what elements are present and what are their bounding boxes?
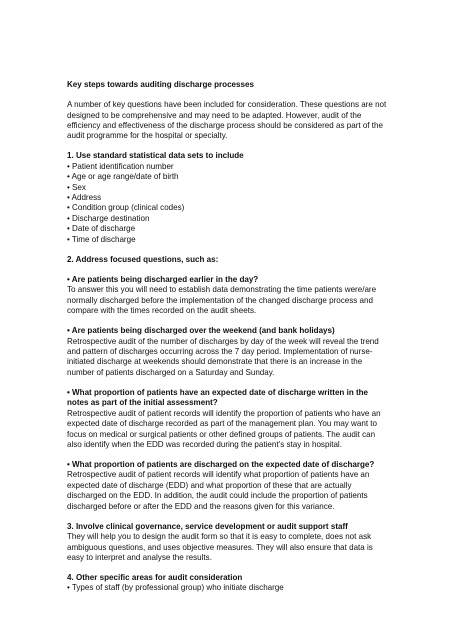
question-block (67, 275, 387, 317)
list-item: • Time of discharge (67, 234, 136, 244)
section-1-list (67, 162, 387, 245)
section-3-heading: 3. Involve clinical governance, service development or audit support staff (67, 521, 348, 531)
list-item: • Types of staff (by professional group) who initiate discharge (67, 583, 284, 593)
list-item: • Address (67, 193, 102, 203)
question-text: • What proportion of patients are discharged on the expected date of discharge? (67, 460, 375, 469)
section-3-body: They will help you to design the audit form so that it is easy to complete, does not ask ambiguous questions, and uses objective measures. They will also ensure that data is easy to interpret and analyse the results. (67, 532, 373, 562)
list-item: • Age or age range/date of birth (67, 172, 179, 182)
answer-text: Retrospective audit of patient records will identify what proportion of patients have an expected date of discharge (EDD) and what proportion of these that are actually discharged on the EDD. In addition, the audit could include the proportion of patients discharged before or after the EDD and the reasons given for this variance. (67, 470, 370, 511)
section-4-list (67, 583, 387, 593)
list-item: • Discharge destination (67, 213, 150, 223)
answer-text: To answer this you will need to establish data demonstrating the time patients were/are normally discharged before the implementation of the changed discharge process and compare with the times recorded on the audit sheets. (67, 285, 377, 316)
answer-text: Retrospective audit of the number of discharges by day of the week will reveal the trend and pattern of discharges occurring across the 7 day period. Implementation of nurse-initiated discharge at weekends should demonstrate that there is an increase in the number of patients discharged on a Saturday and Sunday. (67, 336, 379, 377)
document-body (67, 80, 387, 594)
list-item: • Condition group (clinical codes) (67, 203, 185, 213)
list-item: • Patient identification number (67, 161, 174, 171)
answer-text: Retrospective audit of patient records will identify the proportion of patients who have an expected date of discharge recorded as part of the management plan. You may want to focus on medical or surgical patients or other defined groups of patients. The audit can also identify when the EDD was recorded during the patient’s stay in hospital. (67, 408, 381, 449)
document-title: Key steps towards auditing discharge processes (67, 80, 254, 89)
question-text: • Are patients being discharged over the weekend (and bank holidays) (67, 326, 335, 336)
question-text: • Are patients being discharged earlier in the day? (67, 274, 259, 284)
question-block (67, 460, 387, 512)
section-1-heading: 1. Use standard statistical data sets to include (67, 151, 244, 161)
list-item: • Date of discharge (67, 224, 136, 234)
intro-paragraph: A number of key questions have been included for consideration. These questions are not designed to be comprehensive and may need to be adapted. However, audit of the efficiency and effectiveness of the discharge process should be considered as part of the audit programme for the hospital or specialty. (67, 100, 387, 141)
question-block (67, 388, 387, 450)
section-2-heading: 2. Address focused questions, such as: (67, 254, 219, 264)
question-block (67, 326, 387, 378)
question-text: • What proportion of patients have an expected date of discharge written in the notes as part of the initial assessment? (67, 387, 369, 408)
list-item: • Sex (67, 182, 86, 192)
section-4-heading: 4. Other specific areas for audit consideration (67, 573, 243, 583)
